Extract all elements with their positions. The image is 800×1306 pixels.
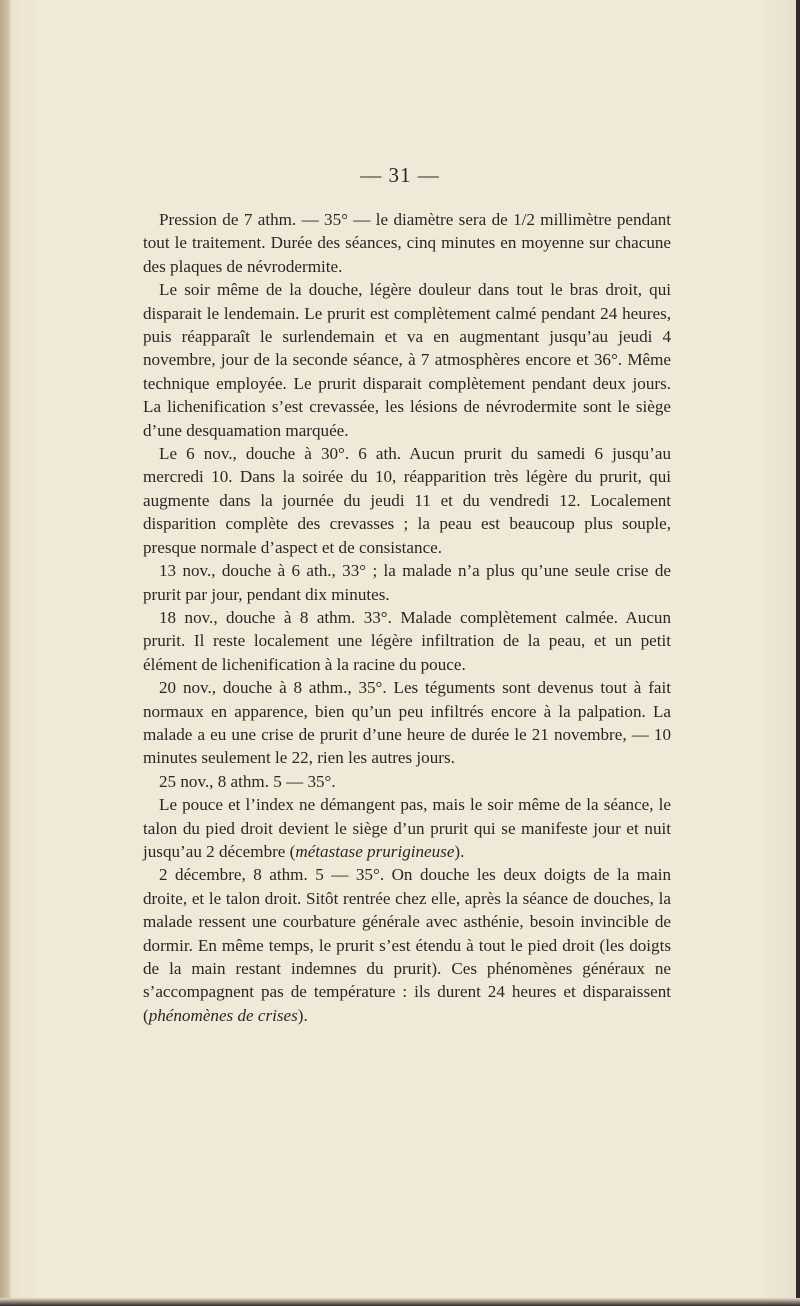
paragraph bbox=[143, 793, 671, 863]
paragraph: Pression de 7 athm. — 35° — le diamètre sera de 1/2 millimètre pendant tout le traitement. Durée des séances, cinq minutes en moyenne sur chacune des plaques de névrodermite. bbox=[143, 210, 671, 276]
page-number: — 31 — bbox=[360, 163, 440, 187]
paragraph-text: Le pouce et l’index ne démangent pas, mais le soir même de la séance, le talon du pied droit devient le siège d’un prurit qui se manifeste jour et nuit jusqu’au 2 décembre ( bbox=[143, 795, 671, 861]
body-text bbox=[143, 208, 671, 1027]
paragraph: 25 nov., 8 athm. 5 — 35°. bbox=[159, 771, 336, 791]
page-edge bbox=[796, 0, 800, 1306]
paragraph: 13 nov., douche à 6 ath., 33° ; la malade n’a plus qu’une seule crise de prurit par jour, pendant dix minutes. bbox=[143, 561, 671, 604]
book-gutter bbox=[0, 0, 10, 1306]
paragraph-text: 2 décembre, 8 athm. 5 — 35°. On douche les deux doigts de la main droite, et le talon droit. Sitôt rentrée chez elle, après la séance de douches, la malade ressent une courbature générale avec asthénie, besoin invincible de dormir. En même temps, le prurit s’est étendu à tout le pied droit (les doigts de la main restant indemnes du prurit). Ces phénomènes généraux ne s’accompagnent pas de température : ils durent 24 heures et disparaissent ( bbox=[143, 865, 671, 1025]
italic-term: phénomènes de crises bbox=[148, 1005, 298, 1025]
paragraph-end: ). bbox=[454, 841, 465, 861]
paragraph: 20 nov., douche à 8 athm., 35°. Les téguments sont devenus tout à fait normaux en apparence, bien qu’un peu infiltrés encore à la palpation. La malade a eu une crise de prurit d’une heure de durée le 21 novembre, — 10 minutes seulement le 22, rien les autres jours. bbox=[143, 678, 671, 768]
paragraph-end: ). bbox=[297, 1005, 308, 1025]
page-bottom-edge bbox=[0, 1298, 800, 1306]
paragraph: Le soir même de la douche, légère douleur dans tout le bras droit, qui disparait le lendemain. Le prurit est complètement calmé pendant 24 heures, puis réapparaît le surlendemain et va en augmentant jusqu’au jeudi 4 novembre, jour de la seconde séance, à 7 atmosphères encore et 36°. Même technique employée. Le prurit disparait complètement pendant deux jours. La lichenification s’est crevassée, les lésions de névrodermite sont le siège d’une desquamation marquée. bbox=[143, 280, 671, 440]
italic-term: métastase prurigineuse bbox=[295, 841, 455, 861]
paragraph bbox=[143, 863, 671, 1027]
paragraph: 18 nov., douche à 8 athm. 33°. Malade complètement calmée. Aucun prurit. Il reste localement une légère infiltration de la peau, et un petit élément de lichenification à la racine du pouce. bbox=[143, 607, 671, 674]
paragraph: Le 6 nov., douche à 30°. 6 ath. Aucun prurit du samedi 6 jusqu’au mercredi 10. Dans la soirée du 10, réapparition très légère du prurit, qui augmente dans la journée du jeudi 11 et du vendredi 12. Localement disparition complète des crevasses ; la peau est beaucoup plus souple, presque normale d’aspect et de consistance. bbox=[143, 444, 671, 557]
